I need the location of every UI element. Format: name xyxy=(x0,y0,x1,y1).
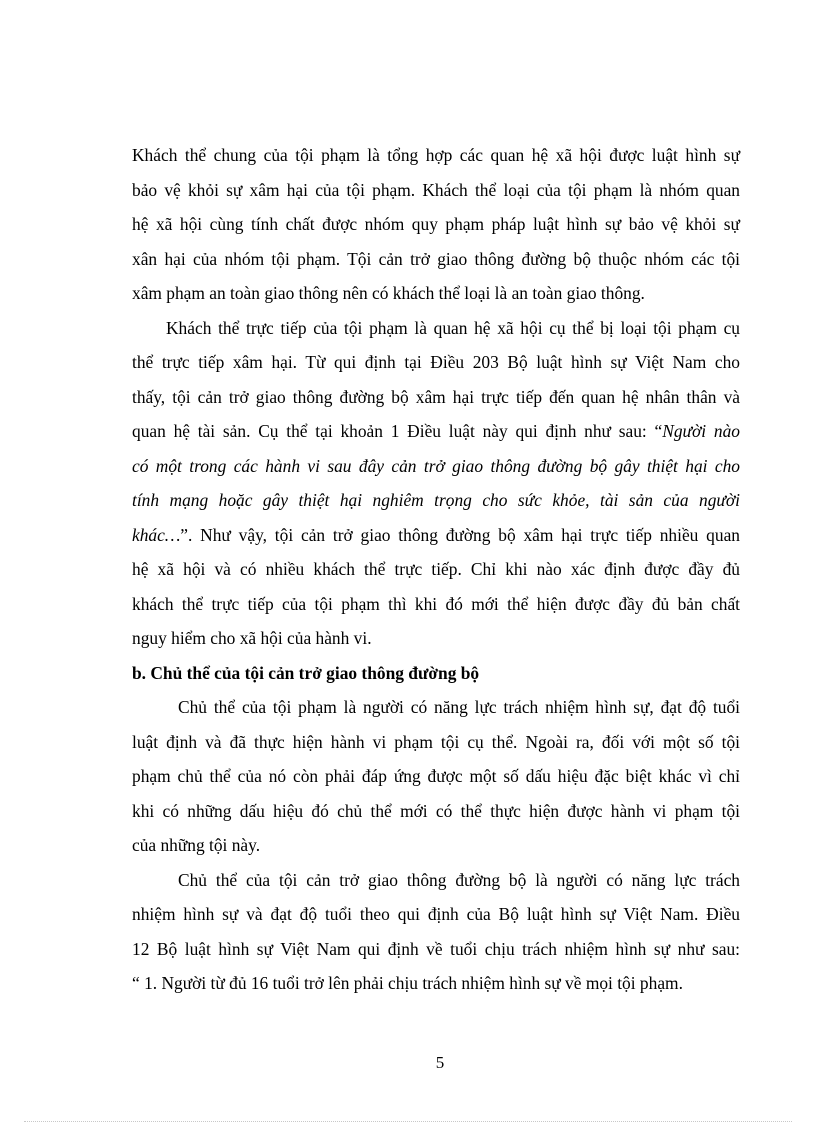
quoted-law-text: Người nào xyxy=(662,421,740,441)
text-line: hệ xã hội cùng tính chất được nhóm quy phạm pháp luật hình sự bảo vệ khỏi sự xyxy=(132,214,740,234)
quoted-law-text: tính mạng hoặc gây thiệt hại nghiêm trọng cho sức khỏe, tài sản của người xyxy=(132,490,740,510)
text-line: hệ xã hội và có nhiều khách thể trực tiếp. Chỉ khi nào xác định được đầy đủ xyxy=(132,559,740,579)
text-line: bảo vệ khỏi sự xâm hại của tội phạm. Khách thể loại của tội phạm là nhóm quan xyxy=(132,179,740,200)
text-line xyxy=(132,414,740,449)
text-line: của những tội này. xyxy=(132,835,261,855)
text-line: “ 1. Người từ đủ 16 tuổi trở lên phải chịu trách nhiệm hình sự về mọi tội phạm. xyxy=(132,973,683,993)
paragraph-subject-road xyxy=(132,863,740,1001)
paragraph-general-object xyxy=(132,138,740,311)
text-line: Chủ thể của tội phạm là người có năng lực trách nhiệm hình sự, đạt độ tuổi xyxy=(178,697,740,717)
text-line: thể trực tiếp xâm hại. Từ qui định tại Điều 203 Bộ luật hình sự Việt Nam cho xyxy=(132,352,740,372)
text-line: phạm chủ thể của nó còn phải đáp ứng được một số dấu hiệu đặc biệt khác vì chỉ xyxy=(132,766,740,786)
paragraph-subject xyxy=(132,690,740,863)
page-number: 5 xyxy=(435,1053,445,1072)
paragraph-direct-object xyxy=(132,311,740,656)
text-line: Khách thể chung của tội phạm là tổng hợp các quan hệ xã hội được luật hình sự xyxy=(132,145,740,165)
page-bottom-divider xyxy=(24,1121,792,1122)
quoted-law-text: có một trong các hành vi sau đây cản trở giao thông đường bộ gây thiệt hại cho xyxy=(132,455,740,476)
text-line: xâm phạm an toàn giao thông nên có khách thể loại là an toàn giao thông. xyxy=(132,283,645,303)
text-line: Chủ thể của tội cản trở giao thông đường bộ là người có năng lực trách xyxy=(178,869,740,890)
text-line: khi có những dấu hiệu đó chủ thể mới có thể thực hiện được hành vi phạm tội xyxy=(132,800,740,821)
text-line: xân hại của nhóm tội phạm. Tội cản trở giao thông đường bộ thuộc nhóm các tội xyxy=(132,248,740,269)
text-line: nguy hiểm cho xã hội của hành vi. xyxy=(132,628,372,648)
document-body xyxy=(132,138,740,1001)
text-segment: ”. Như vậy, tội cản trở giao thông đường bộ xâm hại trực tiếp nhiều quan xyxy=(180,524,740,545)
text-line: nhiệm hình sự và đạt độ tuổi theo qui định của Bộ luật hình sự Việt Nam. Điều xyxy=(132,904,740,924)
section-heading: b. Chủ thể của tội cản trở giao thông đường bộ xyxy=(132,662,480,683)
quoted-law-text: khác… xyxy=(132,524,181,545)
text-line: Khách thể trực tiếp của tội phạm là quan hệ xã hội cụ thể bị loại tội phạm cụ xyxy=(166,317,740,338)
text-line: 12 Bộ luật hình sự Việt Nam qui định về tuổi chịu trách nhiệm hình sự như sau: xyxy=(132,938,740,959)
text-line: thấy, tội cản trở giao thông đường bộ xâm hại trực tiếp đến quan hệ nhân thân và xyxy=(132,386,740,407)
text-line: luật định và đã thực hiện hành vi phạm tội cụ thể. Ngoài ra, đối với một số tội xyxy=(132,731,740,752)
text-line xyxy=(132,518,740,553)
text-segment: quan hệ tài sản. Cụ thể tại khoản 1 Điều luật này qui định như sau: “ xyxy=(132,421,663,441)
text-line: khách thể trực tiếp của tội phạm thì khi đó mới thể hiện được đầy đủ bản chất xyxy=(132,593,740,614)
